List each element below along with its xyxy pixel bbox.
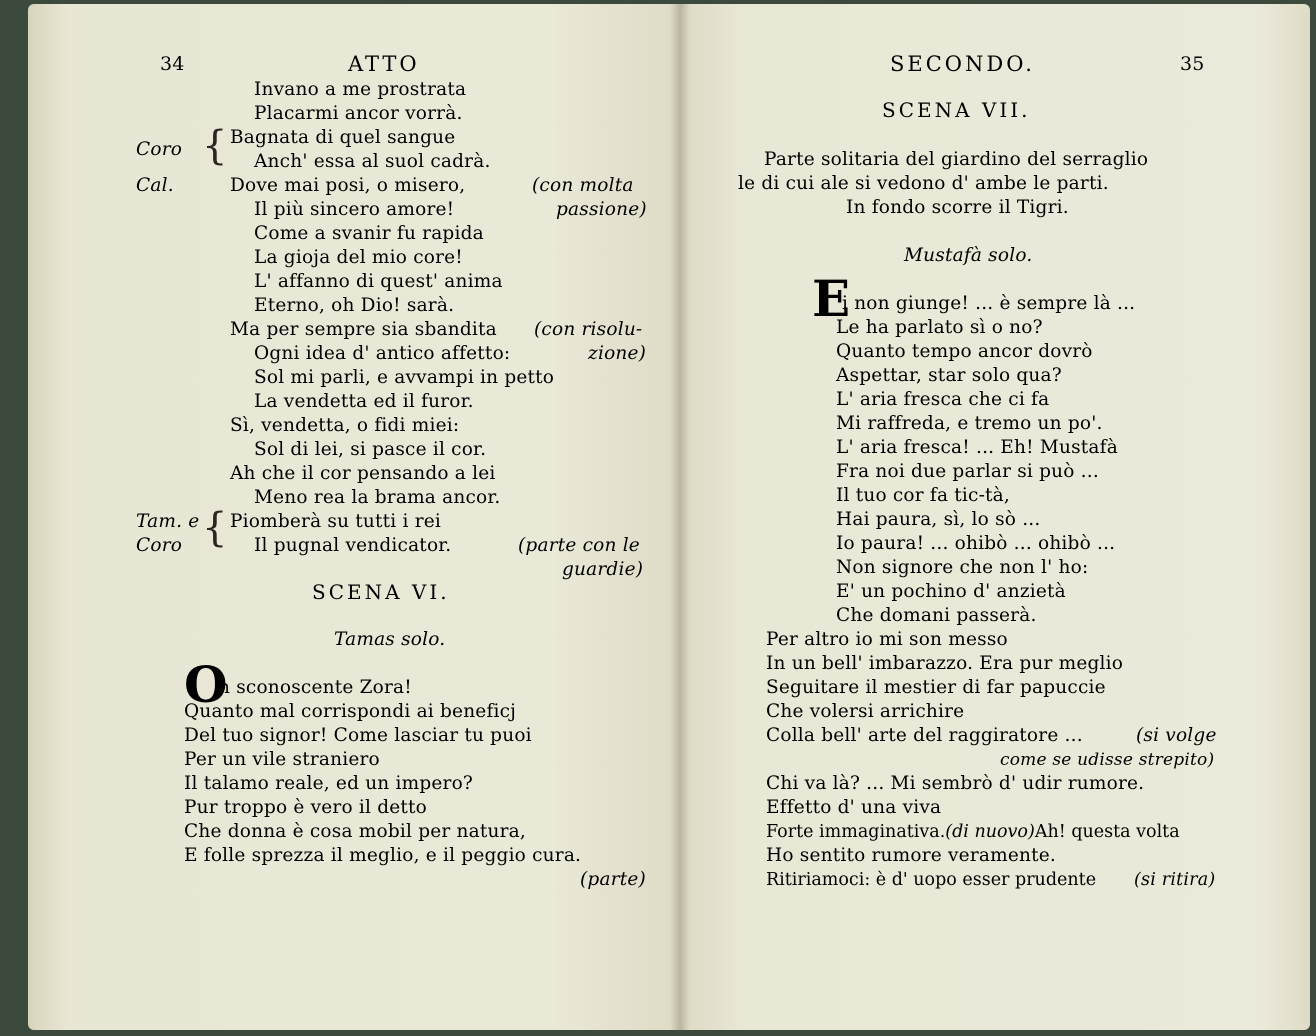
verse-line: Non signore che non l' ho: <box>836 557 1089 578</box>
speaker-label: Cal. <box>136 175 174 196</box>
verse-line: h sconoscente Zora! <box>218 677 412 698</box>
verse-line: Meno rea la brama ancor. <box>254 487 501 508</box>
verse-line: Io paura! ... ohibò ... ohibò ... <box>836 533 1116 554</box>
book-gutter <box>670 4 690 1030</box>
verse-line: La gioja del mio core! <box>254 247 463 268</box>
verse-line: Hai paura, sì, lo sò ... <box>836 509 1041 530</box>
verse-line: i non giunge! ... è sempre là ... <box>842 293 1136 314</box>
verse-line: E folle sprezza il meglio, e il peggio cura. <box>184 845 582 866</box>
verse-line: E' un pochino d' anzietà <box>836 581 1066 602</box>
verse-line: Piomberà su tutti i rei <box>230 511 441 532</box>
prose-line: Per altro io mi son messo <box>766 629 1008 650</box>
scene-subtitle: Mustafà solo. <box>904 245 1033 266</box>
stage-direction: (parte con le <box>518 535 640 556</box>
verse-line: Invano a me prostrata <box>254 79 467 100</box>
brace-icon: { <box>202 505 228 551</box>
stage-direction: (con molta <box>532 175 634 196</box>
verse-line: Pur troppo è vero il detto <box>184 797 428 818</box>
verse-line: Aspettar, star solo qua? <box>836 365 1062 386</box>
prose-segment: Ah! questa volta <box>1034 822 1180 842</box>
verse-line: Dove mai posi, o misero, <box>230 175 466 196</box>
prose-line: Che volersi arrichire <box>766 701 965 722</box>
verse-line: Ma per sempre sia sbandita <box>230 319 497 340</box>
stage-direction: passione) <box>556 199 647 220</box>
verse-line: Sì, vendetta, o fidi miei: <box>230 415 460 436</box>
prose-line: Seguitare il mestier di far papuccie <box>766 677 1106 698</box>
verse-line: Bagnata di quel sangue <box>230 127 456 148</box>
verse-line: Mi raffreda, e tremo un po'. <box>836 413 1103 434</box>
verse-line: Sol di lei, si pasce il cor. <box>254 439 487 460</box>
verse-line: Per un vile straniero <box>184 749 380 770</box>
verse-line: Sol mi parli, e avvampi in petto <box>254 367 555 388</box>
prose-line: Chi va là? ... Mi sembrò d' udir rumore. <box>766 773 1145 794</box>
verse-line: Anch' essa al suol cadrà. <box>254 151 491 172</box>
stage-direction: (di nuovo) <box>945 822 1035 842</box>
stage-direction: come se udisse strepito) <box>1000 750 1215 770</box>
stage-direction: (parte) <box>580 869 646 890</box>
verse-line: Che donna è cosa mobil per natura, <box>184 821 526 842</box>
verse-line: Il tuo cor fa tic-tà, <box>836 485 1010 506</box>
verse-line: Fra noi due parlar si può ... <box>836 461 1099 482</box>
prose-line: Effetto d' una viva <box>766 797 942 818</box>
page-number-right: 35 <box>1180 53 1205 75</box>
drop-cap: O <box>184 655 228 714</box>
verse-line: Ah che il cor pensando a lei <box>230 463 496 484</box>
stage-direction: guardie) <box>562 559 644 580</box>
verse-line: Eterno, oh Dio! sarà. <box>254 295 455 316</box>
verse-line: Il pugnal vendicator. <box>254 535 452 556</box>
setting-line: In fondo scorre il Tigri. <box>846 197 1069 218</box>
setting-line: Parte solitaria del giardino del serraglio <box>764 149 1149 170</box>
verse-line: La vendetta ed il furor. <box>254 391 474 412</box>
stage-direction: (con risolu- <box>534 319 643 340</box>
verse-line: Il talamo reale, ed un impero? <box>184 773 474 794</box>
verse-line: Il più sincero amore! <box>254 199 455 220</box>
prose-line: In un bell' imbarazzo. Era pur meglio <box>766 653 1124 674</box>
prose-segment: Forte immaginativa. <box>766 822 946 842</box>
verse-line: Come a svanir fu rapida <box>254 223 484 244</box>
prose-line <box>766 820 1180 844</box>
speaker-label: Tam. e <box>136 511 200 532</box>
page-number-left: 34 <box>160 53 185 75</box>
verse-line: Quanto tempo ancor dovrò <box>836 341 1093 362</box>
verse-line: Del tuo signor! Come lasciar tu puoi <box>184 725 532 746</box>
verse-line: Ogni idea d' antico affetto: <box>254 343 511 364</box>
drop-cap: E <box>812 269 851 328</box>
verse-line: Le ha parlato sì o no? <box>836 317 1043 338</box>
prose-line: Colla bell' arte del raggiratore ... <box>766 725 1083 746</box>
verse-line: Che domani passerà. <box>836 605 1037 626</box>
scene-title: SCENA VII. <box>882 98 1031 122</box>
speaker-label: Coro <box>136 139 183 160</box>
speaker-label: Coro <box>136 535 183 556</box>
prose-line: Ho sentito rumore veramente. <box>766 845 1056 866</box>
stage-direction: (si ritira) <box>1134 870 1216 890</box>
scene-subtitle: Tamas solo. <box>334 629 446 650</box>
stage-direction: (si volge <box>1136 725 1217 746</box>
verse-line: Placarmi ancor vorrà. <box>254 103 463 124</box>
verse-line: L' aria fresca! ... Eh! Mustafà <box>836 437 1118 458</box>
scene-title: SCENA VI. <box>312 580 450 604</box>
running-head-right: SECONDO. <box>890 52 1035 76</box>
verse-line: Quanto mal corrispondi ai beneficj <box>184 701 517 722</box>
setting-line: le di cui ale si vedono d' ambe le parti. <box>738 173 1109 194</box>
prose-line: Ritiriamoci: è d' uopo esser prudente <box>766 870 1097 890</box>
brace-icon: { <box>202 123 228 169</box>
stage-direction: zione) <box>588 343 647 364</box>
verse-line: L' aria fresca che ci fa <box>836 389 1050 410</box>
verse-line: L' affanno di quest' anima <box>254 271 503 292</box>
running-head-left: ATTO <box>348 52 420 76</box>
